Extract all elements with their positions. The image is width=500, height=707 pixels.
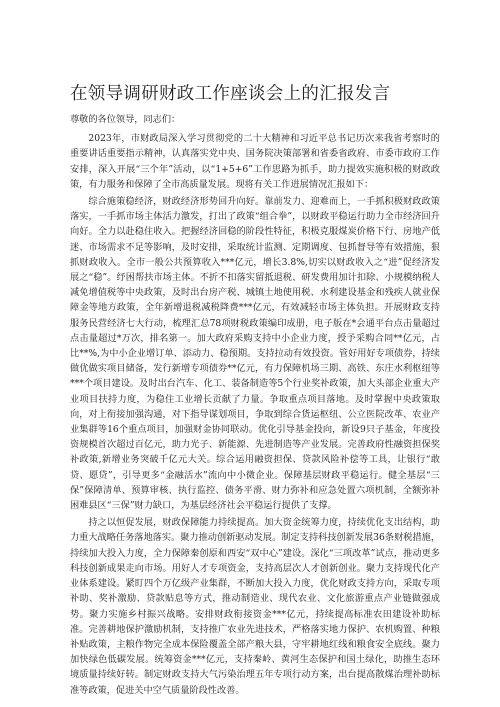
salutation: 尊敬的各位领导，同志们： — [70, 114, 181, 125]
paragraph-1: 2023年，市财政局深入学习贯彻党的二十大精神和习近平总书记历次来我省考察时的重要讲话重要指示精神，认真落实党中央、国务院决策部署和省委省政府、市委市政府工作安排，深入开展“三个年”活动，以“1+5+6”工作思路为抓手，助力提效实施积极的财政政策，有力服务和保障了全市高质量发展。现将有关工作进展情况汇报如下： — [70, 133, 440, 190]
document-title: 在领导调研财政工作座谈会上的汇报发言 — [70, 84, 391, 104]
document-body — [70, 112, 440, 700]
paragraph-3: 持之以恒促发展，财政保障能力持续提高。加大资金统筹力度，持续优化支出结构，助力重大战略任务落地落实。聚力推动创新驱动发展。制定支持科技创新发展36条财税措施，持续加大投入力度，全力保障秦创原和西安“双中心”建设。深化“三项改革”试点，推动更多科技创新成果走向市场。用好人才专项资金，支持高层次人才创新创业。聚力支持现代化产业体系建设。紧盯四个万亿级产业集群，不断加大投入力度，优化财政支持方向，采取专项补助、奖补激励、贷款贴息等方式，推动制造业、现代农业、文化旅游重点产业链做强成势。聚力实施乡村振兴战略。安排财政衔接资金***亿元，持续提高标准农田建设补助标准。完善耕地保护激励机制，支持推广农业先进技术，严格落实地力保护、农机购置、种粮补贴政策，主粮作物完全成本保险覆盖全部产粮大县，守牢耕地红线和粮食安全底线。聚力加快绿色低碳发展。统筹资金***亿元，支持秦岭、黄河生态保护和国土绿化，助推生态环境质量持续好转。制定财政支持大气污染治理五年专项行动方案，出台提高散煤治理补助标准等政策，促进关中空气质量阶段性改善。 — [70, 517, 441, 696]
paragraph-2: 综合施策稳经济，财政经济形势回升向好。靠前发力、迎难而上，一手抓积极财政政策落实，一手抓市场主体活力激发，打出了政策“组合拳”，以财政平稳运行助力全市经济回升向好。全力以赴稳住收入。把握经济回稳的阶段性特征，积极克服煤炭价格下行、房地产低迷、市场需求不足等影响，及时安排，采取统计监测、定期调度、包抓督导等有效措施，狠抓财政收入。全市一般公共预算收入***亿元，增长3.8%,切实以财政收入之“进”促经济发展之“稳”。纾困帮扶市场主体。不折不扣落实留抵退税、研发费用加计扣除、小规模纳税人减免增值税等中央政策，及时出台房产税、城镇土地使用税、水利建设基金和残疾人就业保障金等地方政策，全年新增退税减税降费***亿元，有效减轻市场主体负担。开展财政支持服务民营经济七大行动，梳理汇总78项财税政策编印成册，电子版在*会通平台点击量超过点击量超过*万次，排名第一。加大政府采购支持中小企业力度，授予采购合同**亿元，占比**%,为中小企业增订单、添动力、稳预期。支持拉动有效投资。管好用好专项债券，持续做优做实项目储备，发行新增专项债券**亿元，有力保障机场三期、高铁、东庄水利枢纽等***个项目建设。及时出台汽车、化工、装备制造等5个行业奖补政策，加大头部企业重大产业项目扶持力度，为稳住工业增长贡献了力量。争取重点项目落地。及时掌握中央政策取向，对上衔接加强沟通，对下指导谋划项目，争取到综合货运枢纽、公立医院改革、农业产业集群等16个重点项目，加强财金协同联动。优化引导基金投向，新设9只子基金，年度投资规模首次超过百亿元，助力光子、新能源、先进制造等产业发展。完善政府性融资担保奖补政策,新增业务突破千亿元大关。综合运用融资担保、贷款风险补偿等工具，让银行“敢贷、愿贷”，引导更多“金融活水”流向中小微企业。保障基层财政平稳运行。健全基层“三保”保障清单、预算审核、执行监控、债务平滑、财力弥补和应急处置六项机制，全额弥补困难县区“三保”财力缺口，为基层经济社会平稳运行提供了支撑。 — [70, 196, 440, 512]
